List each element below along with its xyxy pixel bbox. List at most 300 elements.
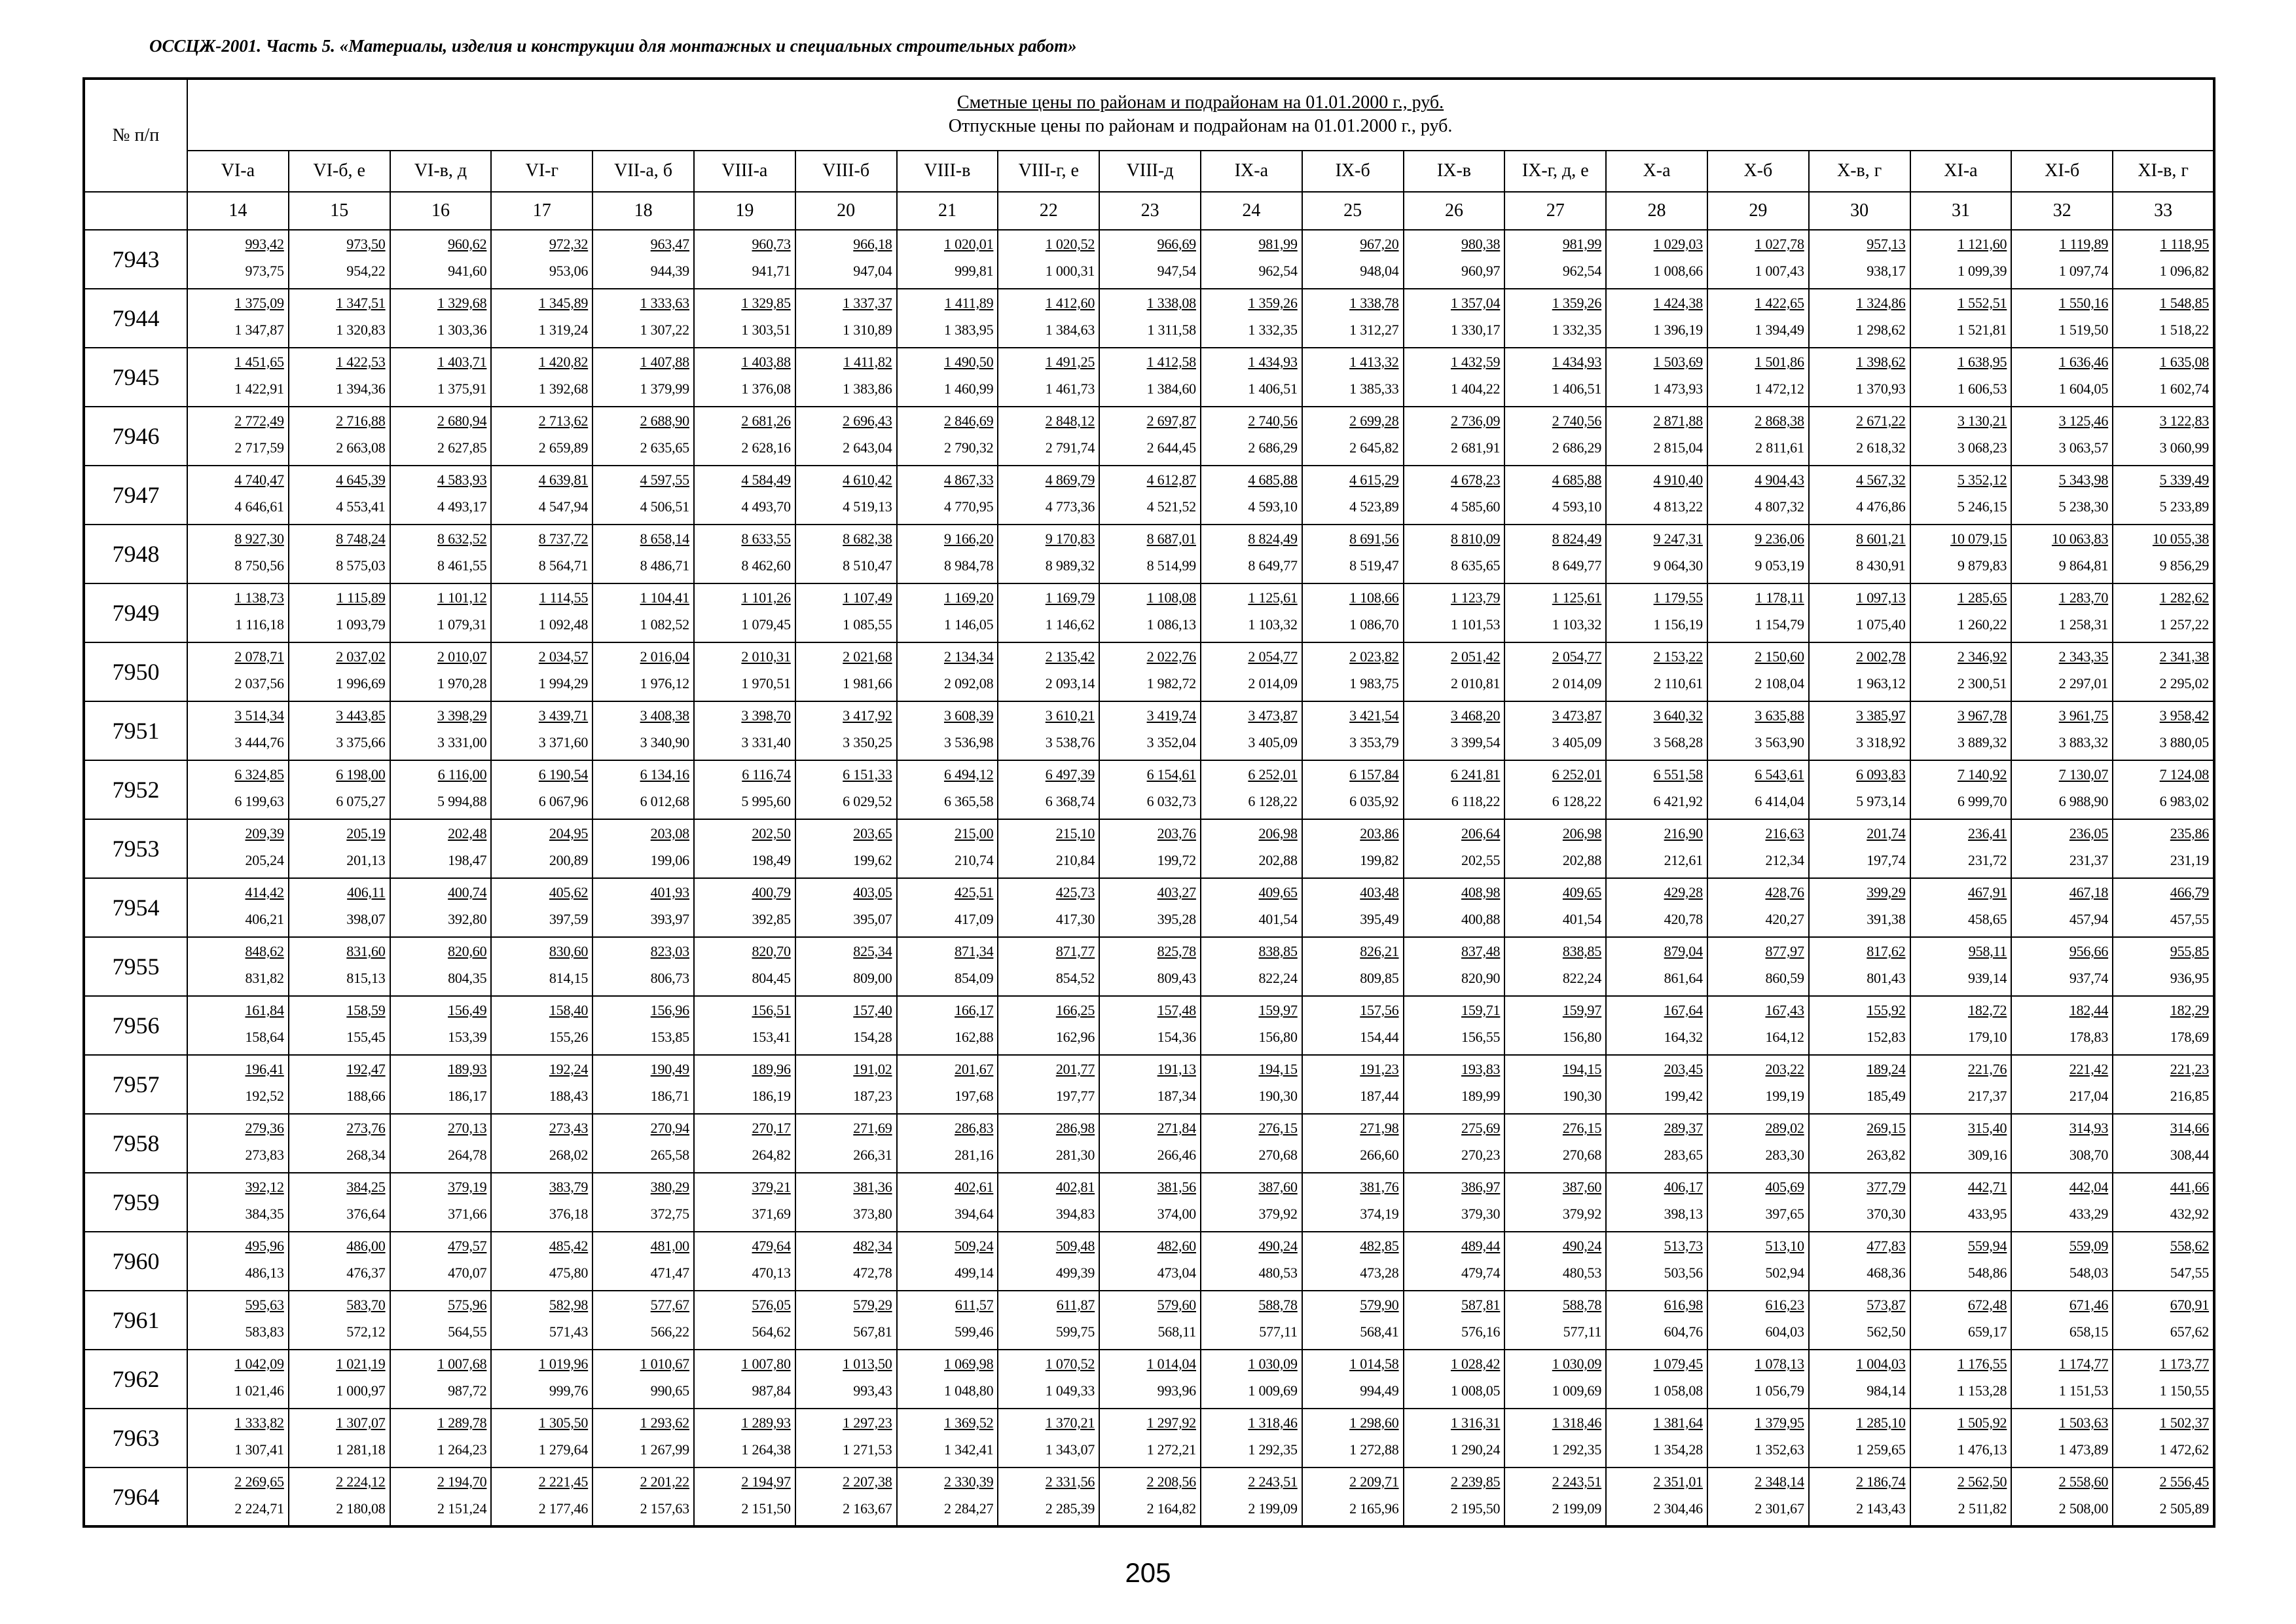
price-cell bbox=[1404, 407, 1505, 466]
price-cell bbox=[592, 1055, 694, 1114]
price-cell bbox=[1302, 996, 1404, 1055]
estimated-price: 8 687,01 bbox=[1146, 530, 1196, 547]
selling-price: 1 008,66 bbox=[1653, 263, 1703, 279]
price-cell bbox=[1504, 1173, 1606, 1232]
selling-price: 197,77 bbox=[1055, 1088, 1095, 1104]
price-cell bbox=[1606, 642, 1707, 701]
estimated-price: 830,60 bbox=[549, 943, 589, 959]
estimated-price: 159,97 bbox=[1562, 1002, 1602, 1018]
selling-price: 189,99 bbox=[1461, 1088, 1501, 1104]
estimated-price: 481,00 bbox=[650, 1238, 689, 1254]
estimated-price: 4 740,47 bbox=[234, 471, 284, 488]
estimated-price: 1 411,82 bbox=[843, 354, 892, 370]
estimated-price: 993,42 bbox=[245, 236, 284, 252]
selling-price: 1 981,66 bbox=[843, 675, 892, 692]
price-cell bbox=[491, 230, 592, 289]
estimated-price: 1 118,95 bbox=[2160, 236, 2210, 252]
estimated-price: 1 636,46 bbox=[2058, 354, 2109, 370]
estimated-price: 381,56 bbox=[1157, 1179, 1196, 1195]
price-cell bbox=[897, 583, 998, 642]
estimated-price: 5 339,49 bbox=[2159, 471, 2210, 488]
estimated-price: 4 584,49 bbox=[741, 471, 791, 488]
estimated-price: 8 691,56 bbox=[1349, 530, 1399, 547]
region-header: VI-б, е bbox=[289, 151, 390, 192]
price-cell bbox=[289, 701, 390, 760]
region-header: VII-а, б bbox=[592, 151, 694, 192]
selling-price: 1 519,50 bbox=[2058, 322, 2109, 338]
price-cell bbox=[694, 1055, 795, 1114]
price-cell bbox=[1504, 583, 1606, 642]
estimated-price: 279,36 bbox=[245, 1120, 284, 1136]
table-row bbox=[84, 407, 2214, 466]
estimated-price: 2 153,22 bbox=[1653, 648, 1703, 665]
item-number: 7960 bbox=[84, 1232, 187, 1291]
estimated-price: 5 352,12 bbox=[1957, 471, 2007, 488]
price-cell bbox=[1201, 1055, 1302, 1114]
estimated-price: 155,92 bbox=[1867, 1002, 1906, 1018]
item-number: 7945 bbox=[84, 348, 187, 407]
selling-price: 158,64 bbox=[245, 1029, 284, 1045]
estimated-price: 1 178,11 bbox=[1755, 589, 1804, 606]
price-cell bbox=[1504, 701, 1606, 760]
table-row bbox=[84, 583, 2214, 642]
price-cell bbox=[2011, 1467, 2113, 1526]
estimated-price: 4 910,40 bbox=[1653, 471, 1703, 488]
selling-price: 1 472,62 bbox=[2159, 1441, 2210, 1458]
selling-price: 4 519,13 bbox=[843, 498, 892, 515]
price-cell bbox=[795, 1055, 897, 1114]
selling-price: 9 864,81 bbox=[2058, 557, 2109, 574]
selling-price: 210,74 bbox=[955, 852, 994, 868]
selling-price: 3 068,23 bbox=[1957, 439, 2007, 456]
estimated-price: 406,11 bbox=[347, 884, 386, 900]
price-cell bbox=[2011, 466, 2113, 525]
selling-price: 2 635,65 bbox=[640, 439, 689, 456]
selling-price: 604,03 bbox=[1765, 1323, 1804, 1340]
price-cell bbox=[1910, 996, 2012, 1055]
price-cell bbox=[1809, 1467, 1910, 1526]
price-cell bbox=[1504, 407, 1606, 466]
estimated-price: 559,09 bbox=[2069, 1238, 2109, 1254]
estimated-price: 616,23 bbox=[1765, 1297, 1804, 1313]
item-number: 7961 bbox=[84, 1291, 187, 1350]
selling-price: 8 510,47 bbox=[843, 557, 892, 574]
price-cell bbox=[1302, 937, 1404, 996]
selling-price: 1 394,49 bbox=[1755, 322, 1804, 338]
selling-price: 3 331,40 bbox=[741, 734, 791, 750]
price-cell bbox=[1910, 1350, 2012, 1409]
estimated-price: 380,29 bbox=[650, 1179, 689, 1195]
price-cell bbox=[1504, 230, 1606, 289]
selling-price: 948,04 bbox=[1360, 263, 1399, 279]
price-cell bbox=[2011, 583, 2113, 642]
selling-price: 3 353,79 bbox=[1349, 734, 1399, 750]
estimated-price: 2 848,12 bbox=[1045, 413, 1095, 429]
selling-price: 187,34 bbox=[1157, 1088, 1196, 1104]
price-cell bbox=[1707, 407, 1809, 466]
price-cell bbox=[1201, 583, 1302, 642]
estimated-price: 2 150,60 bbox=[1755, 648, 1804, 665]
estimated-price: 425,51 bbox=[955, 884, 994, 900]
price-cell bbox=[1201, 1350, 1302, 1409]
price-cell bbox=[897, 996, 998, 1055]
price-cell bbox=[1809, 1232, 1910, 1291]
price-cell bbox=[897, 1232, 998, 1291]
estimated-price: 1 079,45 bbox=[1653, 1356, 1703, 1372]
selling-price: 4 770,95 bbox=[943, 498, 994, 515]
selling-price: 3 318,92 bbox=[1856, 734, 1906, 750]
selling-price: 5 233,89 bbox=[2159, 498, 2210, 515]
price-cell bbox=[998, 1114, 1099, 1173]
selling-price: 398,07 bbox=[346, 911, 386, 927]
price-cell bbox=[1707, 937, 1809, 996]
region-header: VIII-б bbox=[795, 151, 897, 192]
price-cell bbox=[1707, 1114, 1809, 1173]
estimated-price: 2 697,87 bbox=[1146, 413, 1196, 429]
selling-price: 371,66 bbox=[448, 1206, 487, 1222]
price-cell bbox=[795, 937, 897, 996]
price-cell bbox=[1302, 1114, 1404, 1173]
price-cell bbox=[187, 760, 289, 819]
estimated-price: 1 375,09 bbox=[234, 295, 284, 311]
selling-price: 2 163,67 bbox=[843, 1500, 892, 1517]
price-cell bbox=[897, 525, 998, 583]
estimated-price: 3 967,78 bbox=[1957, 707, 2007, 724]
selling-price: 8 635,65 bbox=[1450, 557, 1501, 574]
table-row bbox=[84, 937, 2214, 996]
selling-price: 571,43 bbox=[549, 1323, 589, 1340]
price-cell bbox=[491, 819, 592, 878]
selling-price: 1 354,28 bbox=[1653, 1441, 1703, 1458]
item-number: 7950 bbox=[84, 642, 187, 701]
region-header: IX-в bbox=[1404, 151, 1505, 192]
item-number: 7963 bbox=[84, 1409, 187, 1467]
estimated-price: 4 615,29 bbox=[1349, 471, 1399, 488]
estimated-price: 2 135,42 bbox=[1045, 648, 1095, 665]
price-cell bbox=[2011, 701, 2113, 760]
price-cell bbox=[795, 348, 897, 407]
price-cell bbox=[592, 937, 694, 996]
selling-price: 4 476,86 bbox=[1856, 498, 1906, 515]
estimated-price: 1 125,61 bbox=[1552, 589, 1602, 606]
price-cell bbox=[897, 937, 998, 996]
price-cell bbox=[1302, 878, 1404, 937]
price-cell bbox=[998, 642, 1099, 701]
selling-price: 154,44 bbox=[1360, 1029, 1399, 1045]
price-cell bbox=[1606, 525, 1707, 583]
price-cell bbox=[795, 583, 897, 642]
estimated-price: 2 772,49 bbox=[234, 413, 284, 429]
estimated-price: 1 422,53 bbox=[336, 354, 386, 370]
price-cell bbox=[1302, 1467, 1404, 1526]
estimated-price: 1 333,63 bbox=[640, 295, 689, 311]
table-row bbox=[84, 1467, 2214, 1526]
estimated-price: 196,41 bbox=[245, 1061, 284, 1077]
selling-price: 231,37 bbox=[2069, 852, 2109, 868]
selling-price: 1 311,58 bbox=[1147, 322, 1196, 338]
selling-price: 8 514,99 bbox=[1146, 557, 1196, 574]
estimated-price: 2 348,14 bbox=[1755, 1473, 1804, 1490]
region-header: IX-б bbox=[1302, 151, 1404, 192]
price-cell bbox=[1404, 937, 1505, 996]
selling-price: 499,14 bbox=[955, 1264, 994, 1281]
estimated-price: 2 023,82 bbox=[1349, 648, 1399, 665]
price-cell bbox=[2011, 1114, 2113, 1173]
selling-price: 1 473,89 bbox=[2058, 1441, 2109, 1458]
estimated-price: 191,13 bbox=[1157, 1061, 1196, 1077]
price-cell bbox=[187, 701, 289, 760]
estimated-price: 1 121,60 bbox=[1957, 236, 2007, 252]
estimated-price: 1 412,60 bbox=[1045, 295, 1095, 311]
price-cell bbox=[491, 642, 592, 701]
column-number: 19 bbox=[694, 192, 795, 230]
estimated-price: 1 069,98 bbox=[943, 1356, 994, 1372]
price-cell bbox=[1606, 1350, 1707, 1409]
price-cell bbox=[390, 348, 492, 407]
estimated-price: 314,66 bbox=[2170, 1120, 2210, 1136]
item-number: 7953 bbox=[84, 819, 187, 878]
estimated-price: 3 468,20 bbox=[1450, 707, 1501, 724]
estimated-price: 1 104,41 bbox=[640, 589, 689, 606]
column-number: 21 bbox=[897, 192, 998, 230]
selling-price: 1 151,53 bbox=[2058, 1382, 2109, 1399]
price-cell bbox=[1910, 525, 2012, 583]
region-header: IX-г, д, е bbox=[1504, 151, 1606, 192]
selling-price: 273,83 bbox=[245, 1147, 284, 1163]
price-cell bbox=[1606, 1055, 1707, 1114]
selling-price: 393,97 bbox=[650, 911, 689, 927]
table-row bbox=[84, 348, 2214, 407]
selling-price: 379,92 bbox=[1562, 1206, 1602, 1222]
price-cell bbox=[998, 466, 1099, 525]
estimated-price: 192,24 bbox=[549, 1061, 589, 1077]
price-cell bbox=[187, 289, 289, 348]
column-number: 24 bbox=[1201, 192, 1302, 230]
selling-price: 231,19 bbox=[2170, 852, 2210, 868]
selling-price: 1 376,08 bbox=[741, 380, 791, 397]
estimated-price: 2 330,39 bbox=[943, 1473, 994, 1490]
item-number: 7946 bbox=[84, 407, 187, 466]
estimated-price: 400,79 bbox=[752, 884, 791, 900]
selling-price: 217,04 bbox=[2069, 1088, 2109, 1104]
estimated-price: 156,96 bbox=[650, 1002, 689, 1018]
estimated-price: 1 407,88 bbox=[640, 354, 689, 370]
price-cell bbox=[491, 348, 592, 407]
selling-price: 8 984,78 bbox=[943, 557, 994, 574]
selling-price: 1 079,31 bbox=[437, 616, 487, 633]
price-cell bbox=[187, 1173, 289, 1232]
selling-price: 263,82 bbox=[1867, 1147, 1906, 1163]
selling-price: 178,69 bbox=[2170, 1029, 2210, 1045]
estimated-price: 1 422,65 bbox=[1755, 295, 1804, 311]
estimated-price: 4 610,42 bbox=[843, 471, 892, 488]
selling-price: 199,72 bbox=[1157, 852, 1196, 868]
estimated-price: 973,50 bbox=[346, 236, 386, 252]
item-number: 7951 bbox=[84, 701, 187, 760]
estimated-price: 2 037,02 bbox=[336, 648, 386, 665]
price-cell bbox=[1302, 583, 1404, 642]
estimated-price: 10 079,15 bbox=[1950, 530, 2007, 547]
price-cell bbox=[1302, 348, 1404, 407]
estimated-price: 399,29 bbox=[1867, 884, 1906, 900]
estimated-price: 8 748,24 bbox=[336, 530, 386, 547]
selling-price: 5 238,30 bbox=[2058, 498, 2109, 515]
selling-price: 822,24 bbox=[1258, 970, 1298, 986]
price-cell bbox=[1504, 937, 1606, 996]
price-cell bbox=[1201, 1291, 1302, 1350]
selling-price: 406,21 bbox=[245, 911, 284, 927]
estimated-price: 1 347,51 bbox=[336, 295, 386, 311]
estimated-price: 820,70 bbox=[752, 943, 791, 959]
selling-price: 4 585,60 bbox=[1450, 498, 1501, 515]
row-number-header: № п/п bbox=[84, 79, 187, 192]
selling-price: 1 009,69 bbox=[1552, 1382, 1602, 1399]
price-cell bbox=[1302, 1173, 1404, 1232]
estimated-price: 201,67 bbox=[955, 1061, 994, 1077]
price-cell bbox=[795, 407, 897, 466]
selling-price: 480,53 bbox=[1258, 1264, 1298, 1281]
price-cell bbox=[1099, 878, 1201, 937]
estimated-price: 9 170,83 bbox=[1045, 530, 1095, 547]
selling-price: 265,58 bbox=[650, 1147, 689, 1163]
item-number: 7954 bbox=[84, 878, 187, 937]
price-cell bbox=[1504, 1291, 1606, 1350]
price-cell bbox=[795, 878, 897, 937]
estimated-price: 2 186,74 bbox=[1856, 1473, 1906, 1490]
selling-price: 3 350,25 bbox=[843, 734, 892, 750]
selling-price: 457,94 bbox=[2069, 911, 2109, 927]
selling-price: 1 146,05 bbox=[943, 616, 994, 633]
estimated-price: 960,62 bbox=[448, 236, 487, 252]
price-cell bbox=[1504, 466, 1606, 525]
column-number: 20 bbox=[795, 192, 897, 230]
selling-price: 831,82 bbox=[245, 970, 284, 986]
selling-price: 1 473,93 bbox=[1653, 380, 1703, 397]
estimated-price: 4 645,39 bbox=[336, 471, 386, 488]
price-cell bbox=[795, 642, 897, 701]
price-cell bbox=[1910, 466, 2012, 525]
selling-price: 2 092,08 bbox=[943, 675, 994, 692]
selling-price: 804,35 bbox=[448, 970, 487, 986]
selling-price: 1 310,89 bbox=[843, 322, 892, 338]
selling-price: 1 385,33 bbox=[1349, 380, 1399, 397]
selling-price: 6 118,22 bbox=[1451, 793, 1501, 809]
estimated-price: 2 269,65 bbox=[234, 1473, 284, 1490]
estimated-price: 1 028,42 bbox=[1450, 1356, 1501, 1372]
price-cell bbox=[1099, 407, 1201, 466]
estimated-price: 209,39 bbox=[245, 825, 284, 841]
estimated-price: 1 451,65 bbox=[234, 354, 284, 370]
selling-price: 374,19 bbox=[1360, 1206, 1399, 1222]
price-cell bbox=[1606, 760, 1707, 819]
selling-price: 2 300,51 bbox=[1957, 675, 2007, 692]
selling-price: 962,54 bbox=[1258, 263, 1298, 279]
price-cell bbox=[1504, 348, 1606, 407]
selling-price: 417,30 bbox=[1055, 911, 1095, 927]
selling-price: 987,84 bbox=[752, 1382, 791, 1399]
price-cell bbox=[694, 1114, 795, 1173]
estimated-price: 1 324,86 bbox=[1856, 295, 1906, 311]
price-cell bbox=[1404, 466, 1505, 525]
price-cell bbox=[2011, 348, 2113, 407]
selling-price: 944,39 bbox=[650, 263, 689, 279]
price-cell bbox=[1201, 937, 1302, 996]
price-cell bbox=[2113, 230, 2214, 289]
estimated-price: 1 030,09 bbox=[1248, 1356, 1298, 1372]
estimated-price: 194,15 bbox=[1562, 1061, 1602, 1077]
price-cell bbox=[1201, 466, 1302, 525]
price-cell bbox=[897, 1055, 998, 1114]
estimated-price: 1 329,85 bbox=[741, 295, 791, 311]
estimated-price: 2 562,50 bbox=[1957, 1473, 2007, 1490]
selling-price: 2 164,82 bbox=[1146, 1500, 1196, 1517]
price-cell bbox=[592, 1291, 694, 1350]
price-cell bbox=[1404, 878, 1505, 937]
estimated-price: 1 042,09 bbox=[234, 1356, 284, 1372]
estimated-price: 202,50 bbox=[752, 825, 791, 841]
selling-price: 8 462,60 bbox=[741, 557, 791, 574]
estimated-price: 823,03 bbox=[650, 943, 689, 959]
selling-price: 8 750,56 bbox=[234, 557, 284, 574]
price-cell bbox=[187, 466, 289, 525]
price-cell bbox=[1910, 642, 2012, 701]
selling-price: 583,83 bbox=[245, 1323, 284, 1340]
estimated-price: 167,64 bbox=[1664, 1002, 1703, 1018]
price-cell bbox=[2011, 525, 2113, 583]
price-cell bbox=[2113, 1173, 2214, 1232]
estimated-price: 573,87 bbox=[1867, 1297, 1906, 1313]
estimated-price: 559,94 bbox=[1968, 1238, 2007, 1254]
selling-price: 820,90 bbox=[1461, 970, 1501, 986]
estimated-price: 425,73 bbox=[1055, 884, 1095, 900]
price-cell bbox=[390, 701, 492, 760]
estimated-price: 595,63 bbox=[245, 1297, 284, 1313]
price-cell bbox=[1099, 1173, 1201, 1232]
column-number: 16 bbox=[390, 192, 492, 230]
price-cell bbox=[491, 1114, 592, 1173]
price-cell bbox=[2113, 466, 2214, 525]
price-cell bbox=[1201, 878, 1302, 937]
price-cell bbox=[289, 583, 390, 642]
estimated-price: 271,69 bbox=[853, 1120, 892, 1136]
estimated-price: 1 490,50 bbox=[943, 354, 994, 370]
estimated-price: 3 122,83 bbox=[2159, 413, 2210, 429]
estimated-price: 479,57 bbox=[448, 1238, 487, 1254]
estimated-price: 387,60 bbox=[1562, 1179, 1602, 1195]
price-cell bbox=[2113, 642, 2214, 701]
price-cell bbox=[1910, 1114, 2012, 1173]
price-cell bbox=[289, 819, 390, 878]
selling-price: 547,55 bbox=[2170, 1264, 2210, 1281]
price-cell bbox=[390, 1409, 492, 1467]
selling-price: 190,30 bbox=[1258, 1088, 1298, 1104]
price-cell bbox=[187, 1291, 289, 1350]
selling-price: 960,97 bbox=[1461, 263, 1501, 279]
selling-price: 1 518,22 bbox=[2159, 322, 2210, 338]
selling-price: 1 008,05 bbox=[1450, 1382, 1501, 1399]
price-cell bbox=[1404, 348, 1505, 407]
selling-price: 815,13 bbox=[346, 970, 386, 986]
price-cell bbox=[2113, 407, 2214, 466]
selling-price: 861,64 bbox=[1664, 970, 1703, 986]
price-cell bbox=[592, 819, 694, 878]
price-cell bbox=[1707, 642, 1809, 701]
price-cell bbox=[1504, 1055, 1606, 1114]
price-cell bbox=[390, 1173, 492, 1232]
price-cell bbox=[694, 878, 795, 937]
price-cell bbox=[2113, 760, 2214, 819]
price-cell bbox=[1910, 348, 2012, 407]
